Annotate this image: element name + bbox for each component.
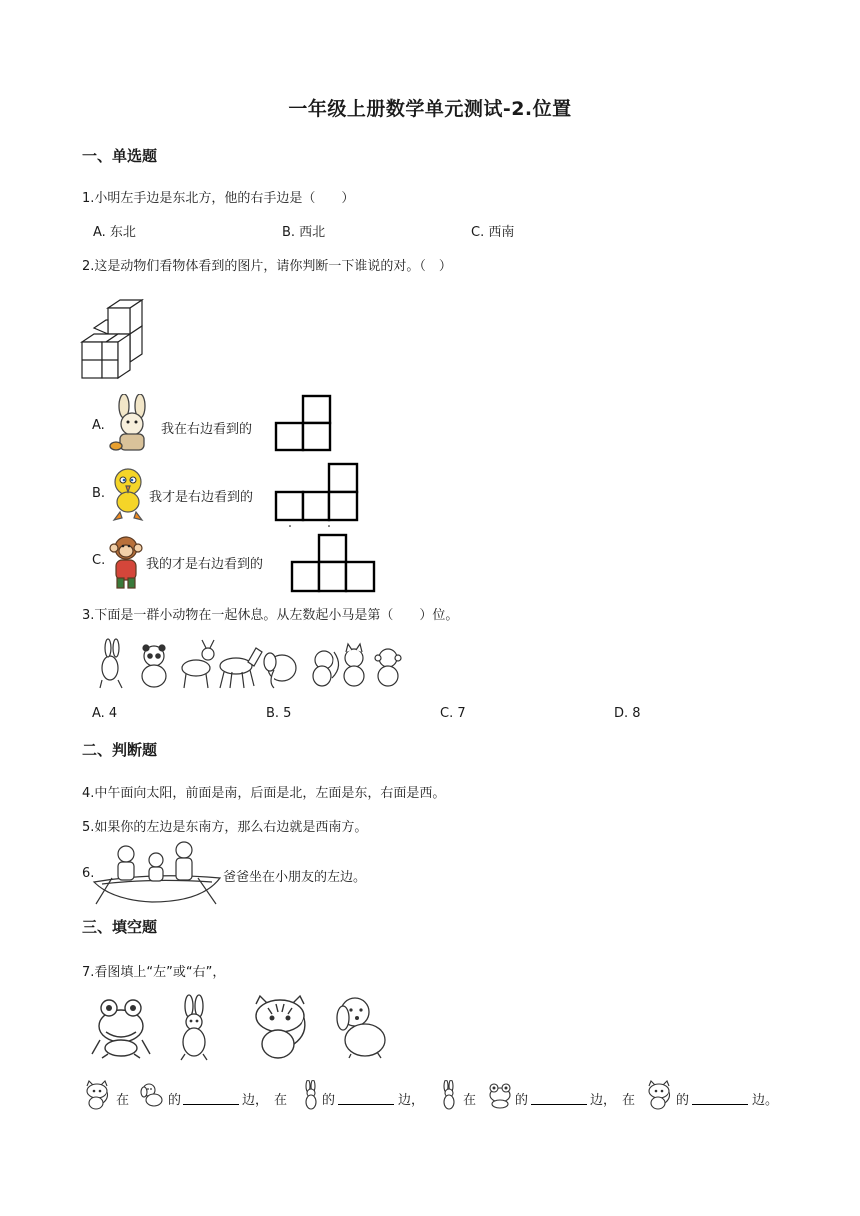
question-3-text: 3.下面是一群小动物在一起休息。从左数起小马是第（ ）位。	[82, 608, 459, 623]
monkey-icon	[104, 534, 148, 590]
question-1-option-b[interactable]: B. 西北	[282, 225, 326, 240]
question-2-option-a-text: 我在右边看到的	[161, 422, 253, 437]
q7-blank-2[interactable]	[338, 1090, 394, 1109]
question-3-option-d[interactable]: D. 8	[614, 706, 641, 721]
question-2-option-c-letter[interactable]: C.	[92, 553, 106, 568]
dog-picture	[333, 994, 391, 1060]
rabbit-picture	[175, 994, 215, 1062]
question-2-option-a-letter[interactable]: A.	[92, 418, 105, 433]
section-heading-fill-in: 三、填空题	[82, 918, 158, 936]
q7-word-zai-3: 在	[463, 1093, 477, 1108]
q7-word-zai-2: 在	[274, 1093, 288, 1108]
frog-picture	[90, 996, 152, 1060]
question-3-option-b[interactable]: B. 5	[266, 706, 292, 721]
section-heading-single-choice: 一、单选题	[82, 147, 158, 165]
q7-word-bian-2: 边，	[398, 1093, 425, 1108]
question-6-number: 6.	[82, 866, 95, 881]
q7-word-de-4: 的	[676, 1093, 690, 1108]
rabbit-small-icon-1	[302, 1080, 320, 1110]
question-6-text: 爸爸坐在小朋友的左边。	[223, 870, 367, 885]
q7-word-de-3: 的	[515, 1093, 529, 1108]
q7-word-bian-1: 边，	[242, 1093, 269, 1108]
q7-word-zai-4: 在	[622, 1093, 636, 1108]
page-title: 一年级上册数学单元测试-2.位置	[288, 98, 572, 120]
q7-blank-4[interactable]	[692, 1090, 748, 1109]
view-shape-b	[274, 462, 360, 528]
q7-word-de-1: 的	[168, 1093, 182, 1108]
question-1-option-a[interactable]: A. 东北	[93, 225, 136, 240]
question-2-text: 2.这是动物们看物体看到的图片，请你判断一下谁说的对。（ ）	[82, 259, 452, 274]
question-2-option-b-letter[interactable]: B.	[92, 486, 106, 501]
dog-small-icon	[140, 1082, 164, 1108]
q7-word-de-2: 的	[322, 1093, 336, 1108]
rabbit-small-icon-2	[440, 1080, 458, 1110]
view-shape-c	[290, 532, 378, 594]
cat-small-icon	[84, 1080, 110, 1110]
frog-small-icon	[486, 1082, 514, 1110]
question-1-option-c[interactable]: C. 西南	[471, 225, 515, 240]
q7-word-bian-3: 边，	[590, 1093, 617, 1108]
question-4-text: 4.中午面向太阳，前面是南，后面是北，左面是东，右面是西。	[82, 786, 446, 801]
cube-stack-figure	[80, 296, 150, 386]
question-2-option-c-text: 我的才是右边看到的	[146, 557, 264, 572]
section-heading-true-false: 二、判断题	[82, 741, 158, 759]
rabbit-icon	[106, 394, 158, 458]
view-shape-a	[274, 394, 334, 454]
family-boat-picture	[92, 838, 222, 908]
q7-word-zai-1: 在	[116, 1093, 130, 1108]
cat-picture	[248, 994, 312, 1062]
cat-small-icon-2	[646, 1080, 672, 1110]
q7-blank-3[interactable]	[531, 1090, 587, 1109]
question-3-option-c[interactable]: C. 7	[440, 706, 466, 721]
question-5-text: 5.如果你的左边是东南方，那么右边就是西南方。	[82, 820, 368, 835]
question-2-option-b-text: 我才是右边看到的	[149, 490, 254, 505]
q7-word-bian-4: 边。	[752, 1093, 779, 1108]
bird-icon	[106, 466, 150, 522]
resting-animals-picture	[96, 638, 410, 692]
question-7-text: 7.看图填上“左”或“右”，	[82, 965, 226, 980]
question-1-text: 1.小明左手边是东北方，他的右手边是（ ）	[82, 191, 355, 206]
question-3-option-a[interactable]: A. 4	[92, 706, 118, 721]
q7-blank-1[interactable]	[183, 1090, 239, 1109]
